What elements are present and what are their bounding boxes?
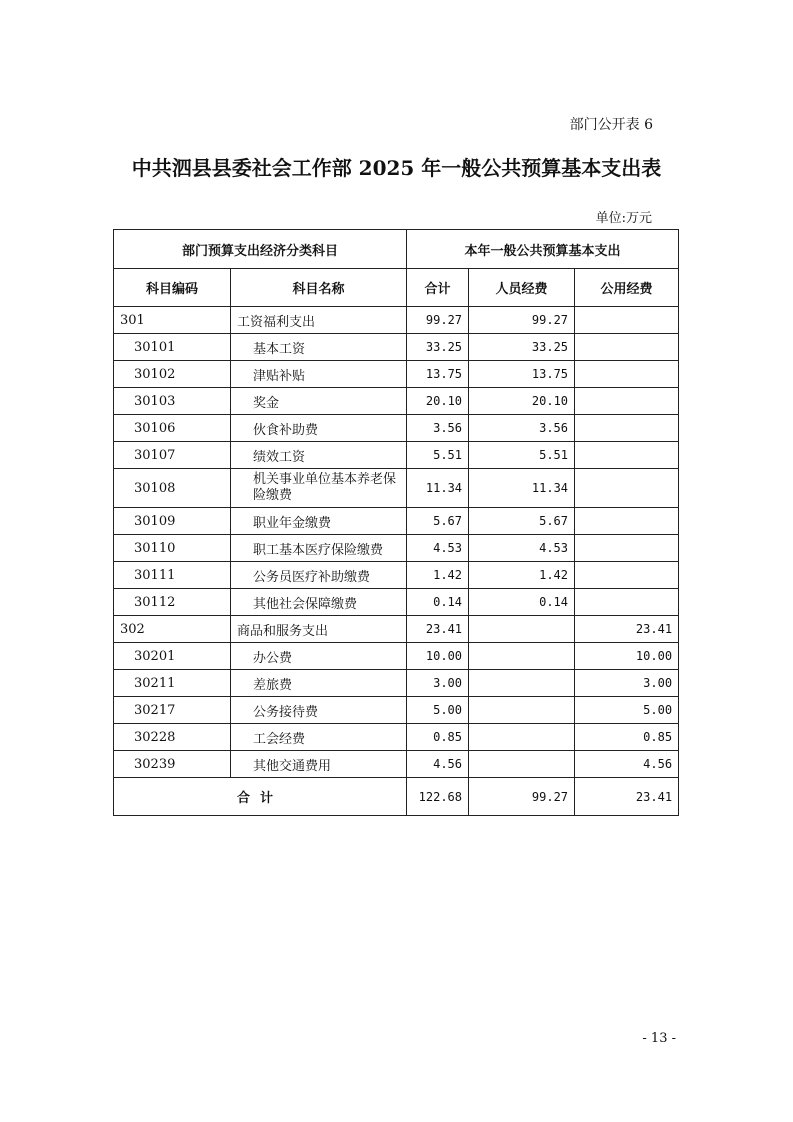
row-total: 0.14 — [407, 589, 469, 616]
table-row — [114, 307, 679, 334]
row-code: 30110 — [114, 535, 231, 562]
col-header-name: 科目名称 — [231, 269, 407, 307]
row-public: 5.00 — [575, 697, 679, 724]
total-label: 合计 — [114, 778, 407, 816]
row-total: 11.34 — [407, 469, 469, 508]
row-personnel: 0.14 — [469, 589, 575, 616]
row-public — [575, 442, 679, 469]
row-name: 绩效工资 — [231, 442, 407, 469]
table-row — [114, 643, 679, 670]
col-header-total: 合计 — [407, 269, 469, 307]
row-personnel: 20.10 — [469, 388, 575, 415]
table-row — [114, 616, 679, 643]
row-name: 基本工资 — [231, 334, 407, 361]
row-code: 30102 — [114, 361, 231, 388]
row-public — [575, 415, 679, 442]
row-code: 30106 — [114, 415, 231, 442]
row-code: 30228 — [114, 724, 231, 751]
row-name: 职工基本医疗保险缴费 — [231, 535, 407, 562]
row-public — [575, 388, 679, 415]
row-personnel — [469, 616, 575, 643]
row-name: 公务接待费 — [231, 697, 407, 724]
col-header-code: 科目编码 — [114, 269, 231, 307]
total-public: 23.41 — [575, 778, 679, 816]
row-public — [575, 469, 679, 508]
row-total: 13.75 — [407, 361, 469, 388]
table-row — [114, 388, 679, 415]
row-code: 30111 — [114, 562, 231, 589]
table-body — [114, 307, 679, 778]
row-public — [575, 562, 679, 589]
row-personnel: 11.34 — [469, 469, 575, 508]
row-total: 3.56 — [407, 415, 469, 442]
row-total: 5.51 — [407, 442, 469, 469]
row-name: 其他交通费用 — [231, 751, 407, 778]
row-code: 30107 — [114, 442, 231, 469]
row-public — [575, 307, 679, 334]
total-sum: 122.68 — [407, 778, 469, 816]
row-public: 4.56 — [575, 751, 679, 778]
total-row — [114, 778, 679, 816]
row-public: 10.00 — [575, 643, 679, 670]
row-total: 3.00 — [407, 670, 469, 697]
row-total: 5.00 — [407, 697, 469, 724]
row-code: 30239 — [114, 751, 231, 778]
row-total: 33.25 — [407, 334, 469, 361]
row-name: 其他社会保障缴费 — [231, 589, 407, 616]
table-row — [114, 670, 679, 697]
row-public: 3.00 — [575, 670, 679, 697]
row-code: 30101 — [114, 334, 231, 361]
row-total: 5.67 — [407, 508, 469, 535]
table-row — [114, 442, 679, 469]
unit-label: 单位:万元 — [595, 211, 652, 226]
row-code: 302 — [114, 616, 231, 643]
table-row — [114, 508, 679, 535]
table-column-header — [114, 269, 679, 307]
budget-table — [113, 229, 679, 816]
row-public: 0.85 — [575, 724, 679, 751]
row-code: 30211 — [114, 670, 231, 697]
row-personnel — [469, 643, 575, 670]
group-header-classification: 部门预算支出经济分类科目 — [114, 230, 407, 269]
row-total: 1.42 — [407, 562, 469, 589]
row-personnel: 3.56 — [469, 415, 575, 442]
table-row — [114, 589, 679, 616]
row-public — [575, 334, 679, 361]
row-code: 30103 — [114, 388, 231, 415]
table-row — [114, 334, 679, 361]
row-personnel — [469, 697, 575, 724]
row-name: 津贴补贴 — [231, 361, 407, 388]
row-total: 23.41 — [407, 616, 469, 643]
row-total: 10.00 — [407, 643, 469, 670]
table-row — [114, 361, 679, 388]
table-row — [114, 469, 679, 508]
row-code: 30108 — [114, 469, 231, 508]
row-public: 23.41 — [575, 616, 679, 643]
row-total: 20.10 — [407, 388, 469, 415]
table-row — [114, 415, 679, 442]
row-name: 奖金 — [231, 388, 407, 415]
row-name: 机关事业单位基本养老保险缴费 — [231, 469, 407, 508]
row-name: 公务员医疗补助缴费 — [231, 562, 407, 589]
row-personnel: 4.53 — [469, 535, 575, 562]
row-public — [575, 508, 679, 535]
row-personnel: 13.75 — [469, 361, 575, 388]
row-code: 30201 — [114, 643, 231, 670]
row-personnel — [469, 670, 575, 697]
col-header-personnel: 人员经费 — [469, 269, 575, 307]
table-row — [114, 724, 679, 751]
row-personnel: 1.42 — [469, 562, 575, 589]
row-personnel: 99.27 — [469, 307, 575, 334]
form-id: 部门公开表 6 — [569, 117, 653, 133]
row-code: 301 — [114, 307, 231, 334]
table-row — [114, 562, 679, 589]
row-name: 工资福利支出 — [231, 307, 407, 334]
row-total: 4.53 — [407, 535, 469, 562]
row-total: 99.27 — [407, 307, 469, 334]
row-name: 商品和服务支出 — [231, 616, 407, 643]
row-name: 办公费 — [231, 643, 407, 670]
row-code: 30112 — [114, 589, 231, 616]
table-row — [114, 535, 679, 562]
row-name: 差旅费 — [231, 670, 407, 697]
row-personnel: 5.67 — [469, 508, 575, 535]
col-header-public: 公用经费 — [575, 269, 679, 307]
row-public — [575, 361, 679, 388]
table-group-header — [114, 230, 679, 269]
page-number: - 13 - — [642, 1031, 676, 1046]
row-personnel — [469, 724, 575, 751]
row-public — [575, 589, 679, 616]
row-public — [575, 535, 679, 562]
table-row — [114, 751, 679, 778]
row-code: 30217 — [114, 697, 231, 724]
row-name: 工会经费 — [231, 724, 407, 751]
row-personnel: 33.25 — [469, 334, 575, 361]
row-name: 伙食补助费 — [231, 415, 407, 442]
page-title: 中共泗县县委社会工作部 2025 年一般公共预算基本支出表 — [131, 156, 662, 180]
row-name: 职业年金缴费 — [231, 508, 407, 535]
row-total: 4.56 — [407, 751, 469, 778]
table-row — [114, 697, 679, 724]
row-code: 30109 — [114, 508, 231, 535]
row-total: 0.85 — [407, 724, 469, 751]
row-personnel: 5.51 — [469, 442, 575, 469]
total-personnel: 99.27 — [469, 778, 575, 816]
group-header-expenditure: 本年一般公共预算基本支出 — [407, 230, 679, 269]
row-personnel — [469, 751, 575, 778]
